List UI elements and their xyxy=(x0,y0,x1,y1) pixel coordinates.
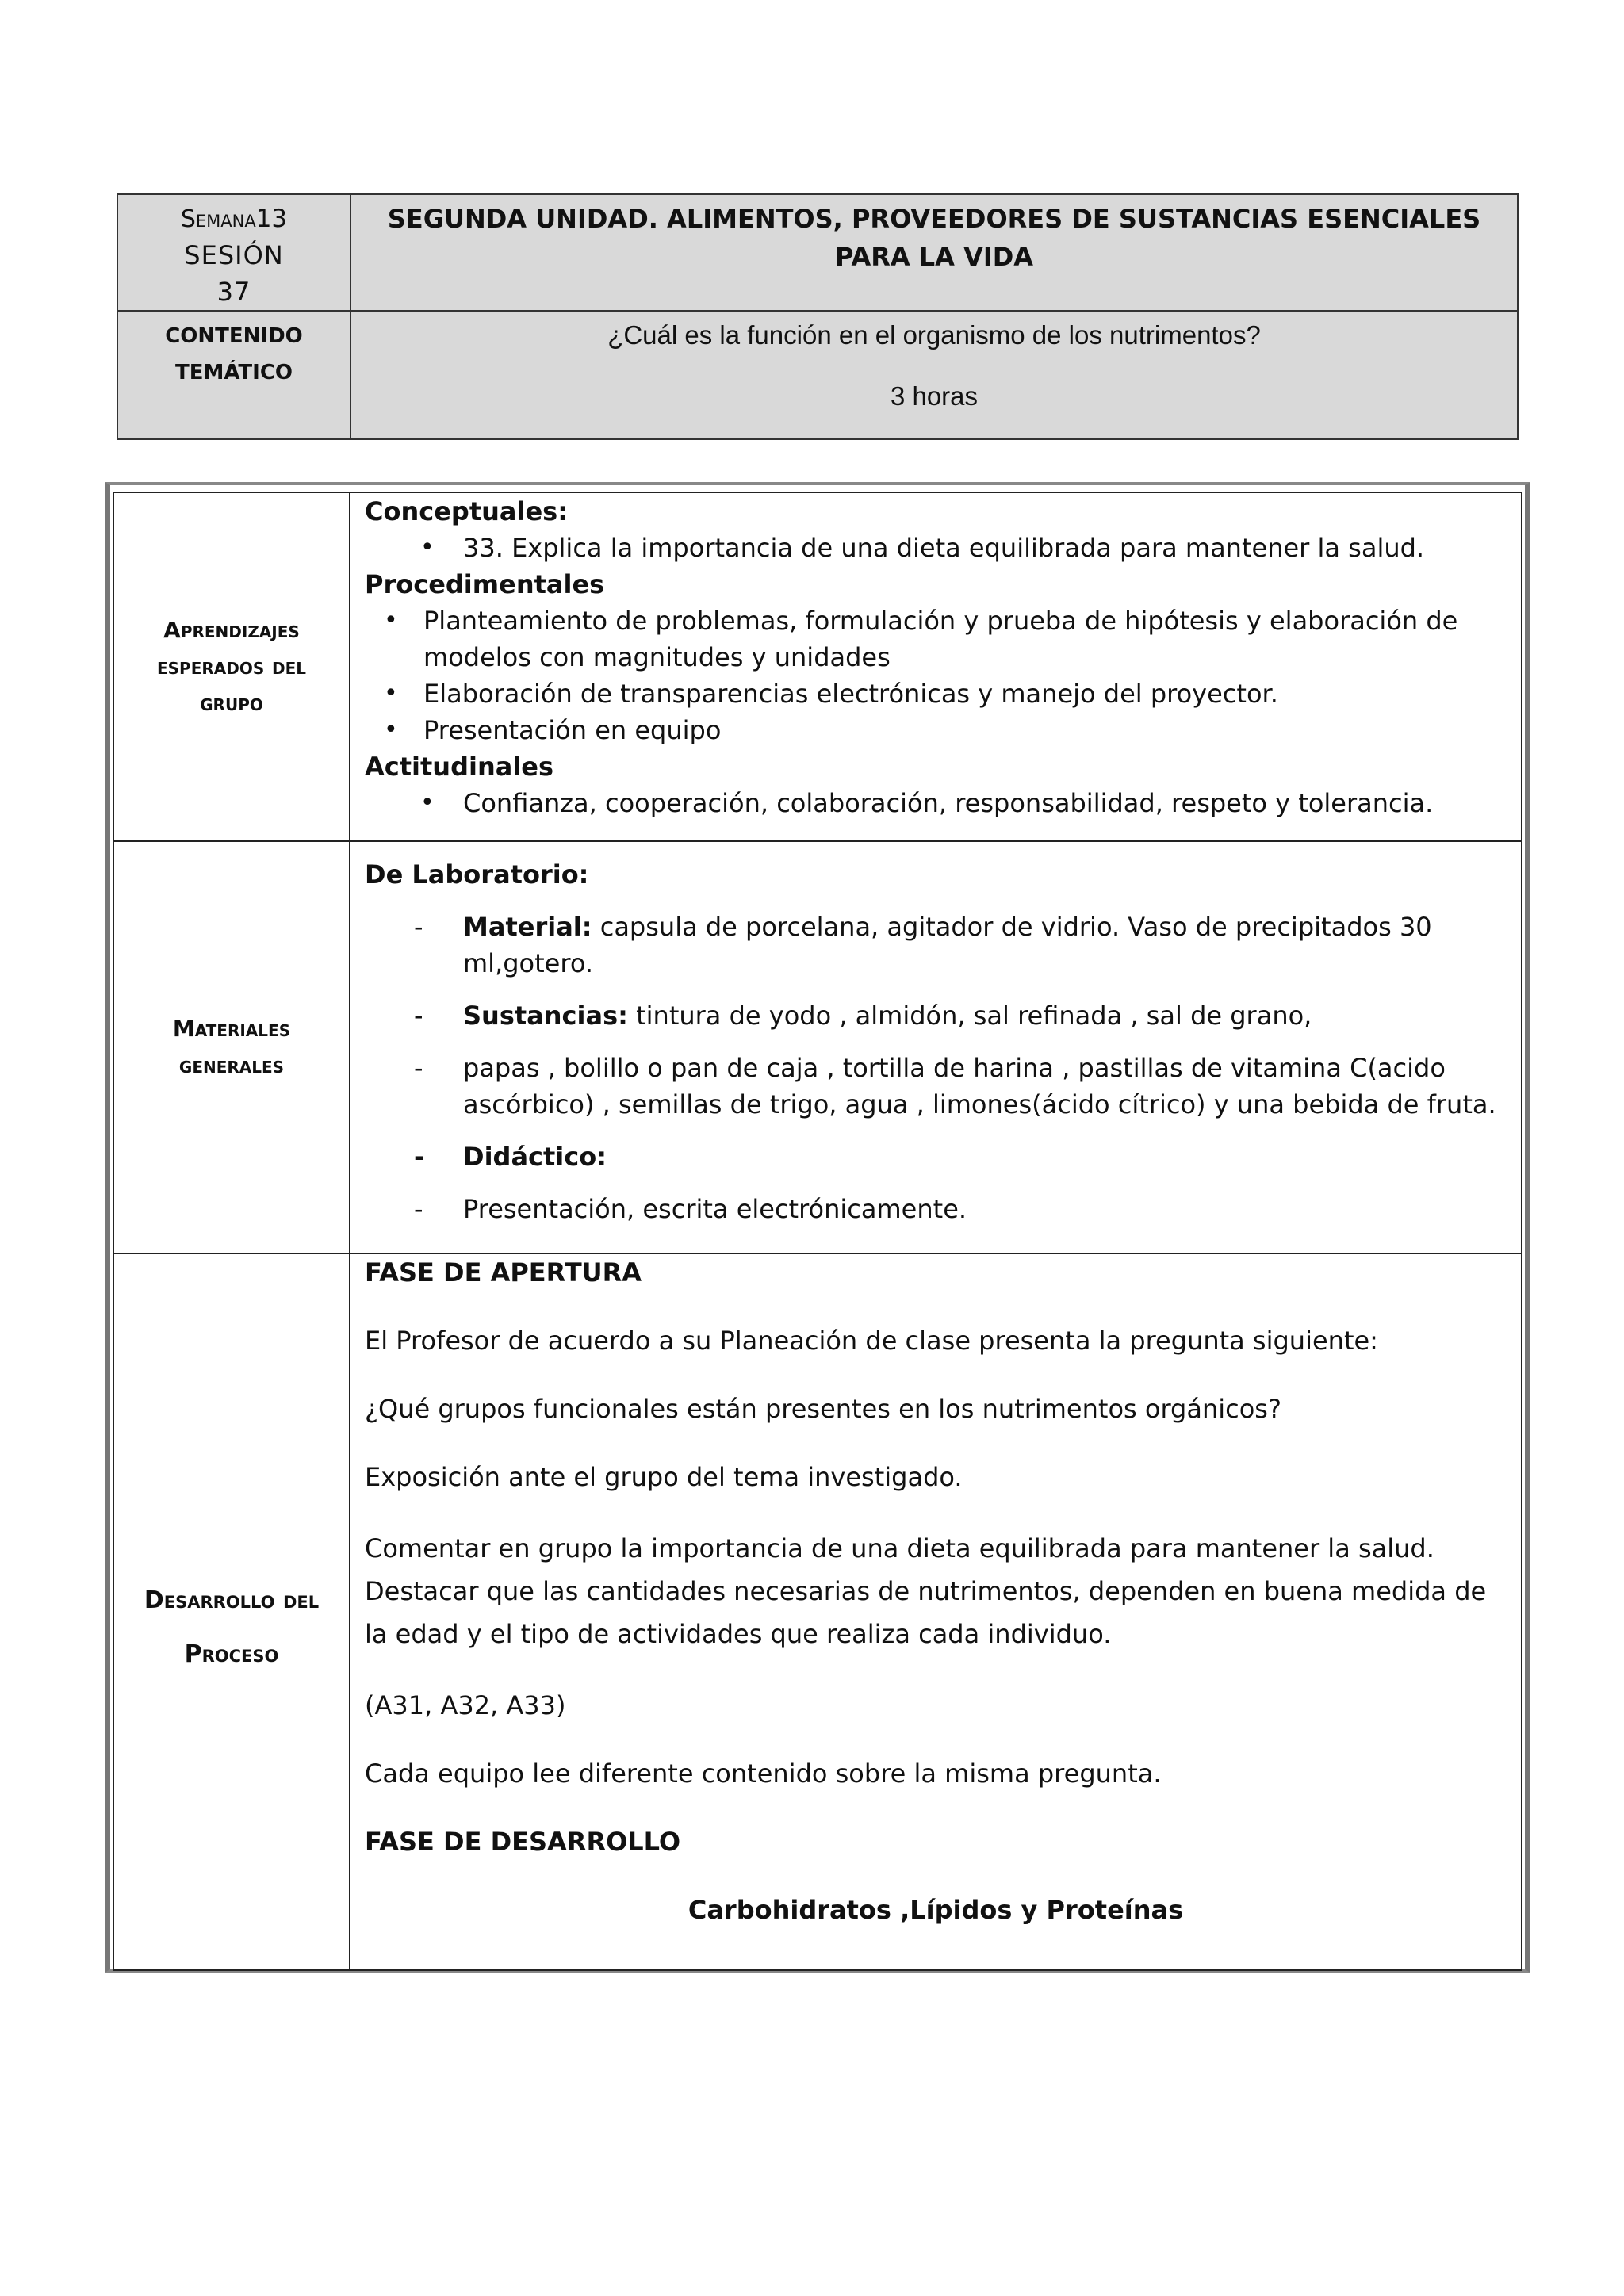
aprendizajes-label-3: grupo xyxy=(200,690,263,716)
laboratorio-title: De Laboratorio: xyxy=(365,859,589,890)
actitudinales-title: Actitudinales xyxy=(365,752,554,782)
desarrollo-paragraph: El Profesor de acuerdo a su Planeación de clase presenta la pregunta siguiente: xyxy=(365,1326,1378,1356)
sustancias-item xyxy=(365,997,1507,1034)
materiales-label-cell xyxy=(113,841,350,1253)
desarrollo-row xyxy=(113,1253,1522,1970)
contenido-label xyxy=(118,312,350,391)
aprendizajes-label-cell xyxy=(113,492,350,841)
material-item xyxy=(365,909,1507,982)
session-hours: 3 horas xyxy=(890,381,979,411)
contenido-label-line-1: CONTENIDO xyxy=(165,324,303,348)
materiales-label-2: generales xyxy=(178,1052,285,1078)
conceptuales-item: • 33. Explica la importancia de una dieta equilibrada para mantener la salud. xyxy=(365,530,1507,566)
session-header-table xyxy=(117,193,1519,440)
desarrollo-label-cell xyxy=(113,1253,350,1970)
desarrollo-paragraph: Comentar en grupo la importancia de una dieta equilibrada para mantener la salud. Destacar que las cantidades necesarias de nutrimentos, dependen en buena medida de la edad y el tipo de actividades que realiza cada individuo. xyxy=(365,1533,1487,1649)
fase-apertura-title: FASE DE APERTURA xyxy=(365,1257,642,1288)
unit-title-cell xyxy=(350,194,1518,311)
desarrollo-label-2: Proceso xyxy=(184,1640,279,1668)
unit-title: SEGUNDA UNIDAD. ALIMENTOS, PROVEEDORES DE SUSTANCIAS ESENCIALES PARA LA VIDA xyxy=(387,204,1481,272)
sustancias-text: tintura de yodo , almidón, sal refinada , sal de grano, xyxy=(627,1001,1312,1031)
desarrollo-content-cell xyxy=(350,1253,1522,1970)
didactico-label: - Didáctico: xyxy=(365,1138,1507,1175)
semana-number: 13 xyxy=(255,205,288,233)
semana-sesion-cell xyxy=(117,194,350,311)
aprendizajes-label-1: Aprendizajes xyxy=(163,617,300,643)
aprendizajes-row xyxy=(113,492,1522,841)
conceptuales-title: Conceptuales: xyxy=(365,496,569,526)
materiales-content-cell xyxy=(350,841,1522,1253)
sesion-number: 37 xyxy=(216,277,251,307)
semana-label: Semana xyxy=(180,205,256,233)
desarrollo-subtitle: Carbohidratos ,Lípidos y Proteínas xyxy=(688,1895,1184,1925)
material-label: Material: xyxy=(463,912,592,942)
aprendizajes-content-cell xyxy=(350,492,1522,841)
presentacion-item: - Presentación, escrita electrónicamente. xyxy=(365,1191,1507,1227)
materiales-label-1: Materiales xyxy=(172,1016,291,1042)
desarrollo-paragraph: Cada equipo lee diferente contenido sobre la misma pregunta. xyxy=(365,1758,1162,1789)
sesion-label: SESIÓN xyxy=(184,240,284,270)
materiales-row xyxy=(113,841,1522,1253)
tematic-question: ¿Cuál es la función en el organismo de los nutrimentos? xyxy=(607,320,1261,350)
aprendizajes-refs: (A31, A32, A33) xyxy=(365,1690,566,1720)
desarrollo-question: ¿Qué grupos funcionales están presentes en los nutrimentos orgánicos? xyxy=(365,1394,1281,1424)
extra-materials-item: - papas , bolillo o pan de caja , tortilla de harina , pastillas de vitamina C(acido ascórbico) , semillas de trigo, agua , limones(ácido cítrico) y una bebida de fruta. xyxy=(365,1050,1507,1123)
planning-table xyxy=(113,492,1522,1971)
procedimentales-item: • Elaboración de transparencias electrónicas y manejo del proyector. xyxy=(365,675,1507,712)
sustancias-label: Sustancias: xyxy=(463,1001,628,1031)
contenido-cell xyxy=(350,311,1518,439)
procedimentales-item: • Presentación en equipo xyxy=(365,712,1507,748)
contenido-label-cell xyxy=(117,311,350,439)
semana-line xyxy=(118,195,350,237)
desarrollo-label-1: Desarrollo del xyxy=(144,1586,320,1614)
contenido-label-line-2: TEMÁTICO xyxy=(174,361,293,385)
actitudinales-item: • Confianza, cooperación, colaboración, responsabilidad, respeto y tolerancia. xyxy=(365,785,1507,821)
procedimentales-item: • Planteamiento de problemas, formulación y prueba de hipótesis y elaboración de modelos con magnitudes y unidades xyxy=(365,603,1507,675)
fase-desarrollo-title: FASE DE DESARROLLO xyxy=(365,1827,681,1857)
desarrollo-paragraph: Exposición ante el grupo del tema investigado. xyxy=(365,1462,963,1492)
material-text: capsula de porcelana, agitador de vidrio. Vaso de precipitados 30 ml,gotero. xyxy=(463,912,1432,978)
procedimentales-title: Procedimentales xyxy=(365,569,605,599)
aprendizajes-label-2: esperados del xyxy=(156,653,307,679)
